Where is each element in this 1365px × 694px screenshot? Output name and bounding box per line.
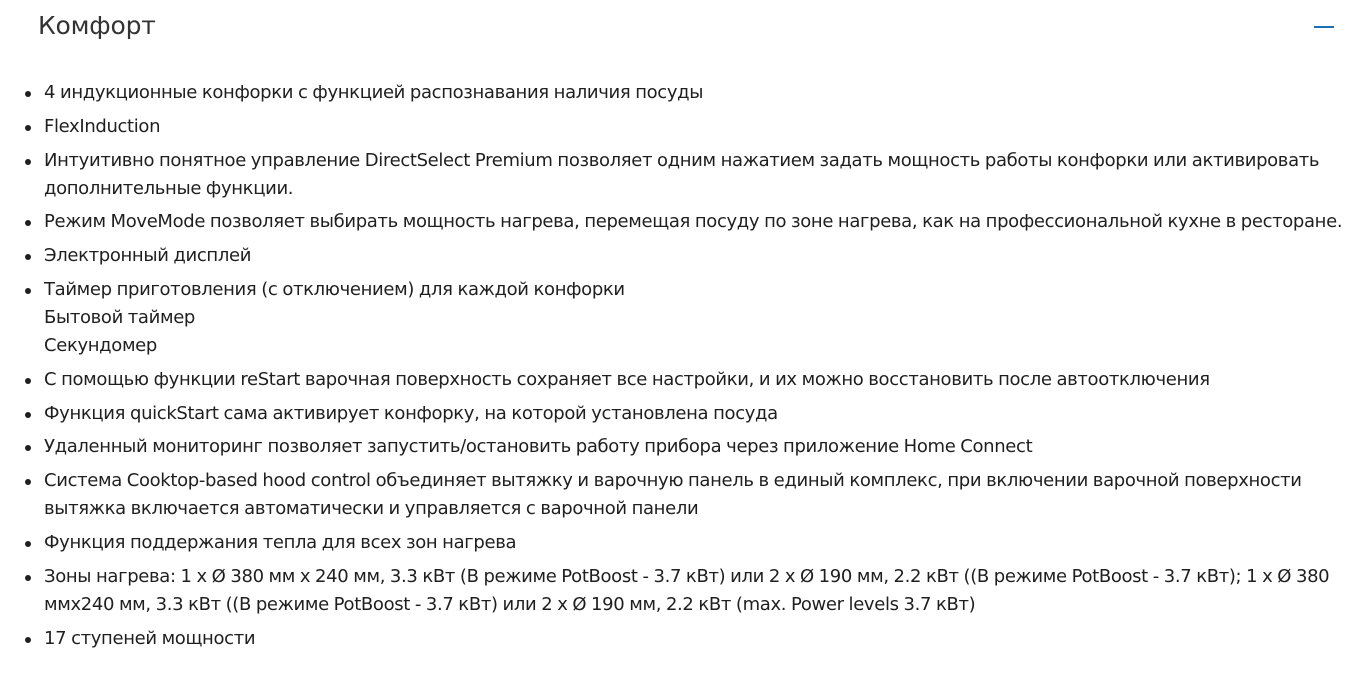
feature-item xyxy=(0,400,1365,428)
feature-text: С помощью функции reStart варочная поверхность сохраняет все настройки, и их можно восстановить после автоотключения xyxy=(44,368,1210,390)
feature-text: Функция поддержания тепла для всех зон нагрева xyxy=(44,531,517,553)
feature-text: 17 ступеней мощности xyxy=(44,627,256,649)
feature-item xyxy=(0,276,1365,360)
feature-item xyxy=(0,433,1365,461)
feature-text: Режим MoveMode позволяет выбирать мощность нагрева, перемещая посуду по зоне нагрева, как на профессиональной кухне в ресторане. xyxy=(44,211,1343,233)
feature-text: Функция quickStart сама активирует конфорку, на которой установлена посуда xyxy=(44,402,778,424)
feature-text: 4 индукционные конфорки с функцией распознавания наличия посуды xyxy=(44,82,704,103)
feature-item xyxy=(0,366,1365,394)
feature-item xyxy=(0,79,1365,107)
feature-text: Электронный дисплей xyxy=(44,245,252,267)
minus-icon xyxy=(1314,26,1334,28)
feature-text: Интуитивно понятное управление DirectSelect Premium позволяет одним нажатием задать мощность работы конфорки или активировать дополнительные функции. xyxy=(44,149,1320,199)
section-header[interactable] xyxy=(0,0,1365,60)
feature-item xyxy=(0,208,1365,236)
feature-text: Удаленный мониторинг позволяет запустить/остановить работу прибора через приложение Home Connect xyxy=(44,436,1033,458)
feature-text: Система Cooktop-based hood control объединяет вытяжку и варочную панель в единый комплекс, при включении варочной поверхности вытяжка включается автоматически и управляется с варочной панели xyxy=(44,470,1302,520)
feature-item xyxy=(0,467,1365,523)
feature-item xyxy=(0,625,1365,653)
feature-text: Зоны нагрева: 1 x Ø 380 мм x 240 мм, 3.3 кВт (В режиме PotBoost - 3.7 кВт) или 2 x Ø 190 мм, 2.2 кВт ((В режиме PotBoost - 3.7 кВт); 1 x Ø 380 ммx240 мм, 3.3 кВт ((В режиме PotBoost - 3.7 кВт) или 2 x Ø 190 мм, 2.2 кВт (max. Power levels 3.7 кВт) xyxy=(44,565,1330,615)
feature-item xyxy=(0,563,1365,619)
feature-item xyxy=(0,147,1365,203)
features-list xyxy=(0,79,1365,658)
collapse-toggle[interactable] xyxy=(1306,14,1342,40)
feature-item xyxy=(0,529,1365,557)
feature-item xyxy=(0,113,1365,141)
feature-item xyxy=(0,242,1365,270)
section-title: Комфорт xyxy=(38,11,156,40)
feature-text: Таймер приготовления (с отключением) для каждой конфорки xyxy=(44,278,625,300)
feature-text: Секундомер xyxy=(44,334,157,356)
feature-text: Бытовой таймер xyxy=(44,306,195,328)
feature-text: FlexInduction xyxy=(44,115,161,137)
